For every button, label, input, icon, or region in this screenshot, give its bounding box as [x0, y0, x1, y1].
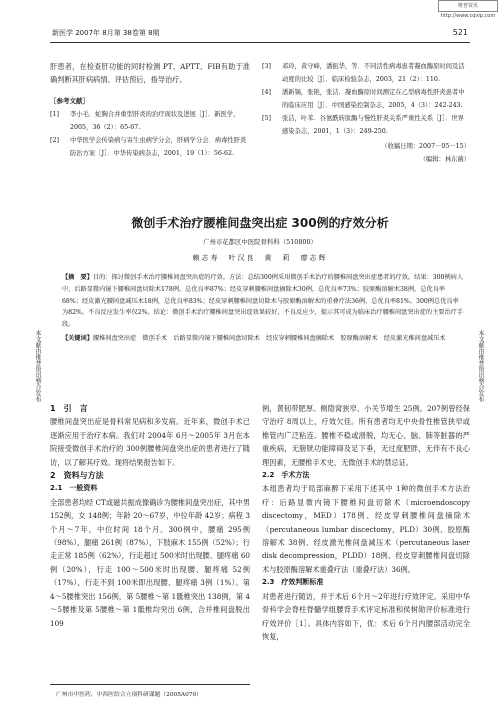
paragraph: 本组患者均于局部麻醉下采用下述其中 1种的微创手术方法治疗：后路显微内镜下腰椎间盘切除术（microendoscopy discectomy，MED）178例、经皮穿刺腰椎间盘摘除术（percutaneous lumbar discectomy，PLD）30例、胶原酶溶解术 38例、经皮激光椎间盘减压术（percutaneous laser disk decompression，PLDD）18例、经皮穿刺腰椎间盘切除术与胶原酶溶解术重叠疗法（重叠疗法）36例。 [262, 484, 470, 574]
abstract-label: 【摘 要】 [62, 274, 93, 281]
abstract-text: 目的：探讨微创手术治疗腰椎间盘突出症的疗效。方法：总结300例采用微创手术治疗的腰椎间盘突出症患者的疗效。结果：300例病人中，后路显微内镜下腰椎间盘切除术178例，总优良率87%；经皮穿刺腰椎间盘摘除术30例，总优良率73%；胶原酶溶解术38例，总优良率68%；经皮激光腰间盘减压术18例，总优良率83%；经皮穿刺腰椎间盘切除术与胶原酶溶解术的重叠疗法36例，总优良率81%。300例总优良率为82%，不良反应发生率仅2%。结论：微创手术治疗腰椎间盘突出症效果较好，不良反应少，提示其可成为临床治疗腰椎间盘突出症的主要治疗手段。 [62, 274, 464, 329]
body-left-column [50, 402, 250, 630]
subsection-heading: 2.1 一般资料 [50, 484, 98, 493]
previous-article-text: 肝患者，在检查肝功能的同时检测 PT、APTT、FIB有助于准确判断其肝病病情、评估预后，指导治疗。 [50, 62, 250, 85]
reference-item: [5] 张洁，叶苯．谷氨酰转肽酶与慢性肝炎关系严重性关系［J］．世界感染杂志，2001，1（3）：249-250. [262, 115, 464, 135]
reference-item: [2] 中华医学会传染病与寄生虫病学分会，肝病学分会．病毒性肝炎防治方案［J］．中华传染病杂志，2001，19（1）：56-62. [50, 137, 247, 158]
section-heading: 2 资料与方法 [50, 471, 104, 481]
top-right-references [262, 60, 470, 166]
references-left [50, 108, 250, 160]
received-date: （收稿日期：2007－05－15） [381, 143, 470, 150]
side-stamp-right: 本文献由维普资讯整合发布 [477, 330, 484, 402]
references-label: ［参考文献］ [50, 96, 89, 105]
page-number: 521 [452, 28, 468, 37]
keywords-text: 腰椎间盘突出症 微创手术 后路显微内镜下腰椎间盘切除术 经皮穿刺腰椎间盘摘除术 胶原酶溶解术 经皮激光椎间盘减压术 [92, 334, 446, 342]
keywords-label: 【关键词】 [62, 334, 93, 342]
affiliation: 广州市花都区中医院骨科科（510800） [203, 238, 317, 246]
article-title: 微创手术治疗腰椎间盘突出症 300例的疗效分析 [131, 216, 389, 230]
paragraph: 例，黄韧带肥厚、侧隐窝狭窄、小关节增生 25例。207例曾经保守治疗 8周以上，疗效欠佳。所有患者均无中央骨性椎管狭窄或椎管内广泛粘连、腰椎不稳或滑脱，均无心、脑、肺等脏器的严重疾病，无膀胱功能障碍及足下垂，无过度肥胖，无伴有不良心理因素，无腰椎手术史，无微创手术的禁忌证。 [262, 404, 470, 467]
reference-item: [3] 邓玲，黄守峰，潘振华，等．不同活性病毒患者凝血酶原时间及活动度的比较［J］．临床检验杂志，2003，21（2）：110. [262, 63, 465, 83]
subsection-heading: 2.3 疗效判断标准 [262, 578, 324, 587]
running-header [50, 21, 470, 43]
editor-note: （编辑：林东薇） [419, 156, 470, 163]
paragraph: 腰椎间盘突出症是骨科常见病和多发病。近年来，微创手术已逐渐应用于治疗本病。我们对 2004年 6月～2005年 3月在本院接受微创手术治疗的 300例腰椎间盘突出症的患者进行了随访，以了解其疗效。现将结果报告如下。 [50, 417, 250, 467]
reference-item: [1] 李小毛．蛇胸合并重型肝炎的治疗现状及进展［J］．新医学，2005，36（2）：65-67. [50, 111, 240, 132]
paragraph: 对患者进行随访，并于术后 6个月～2年进行疗效评定。采用中华骨科学会脊柱脊髓学组腰背手术评定标准和侯树勋评价标准进行疗效评价［1］。具体内容如下，优：术后 6个月内腰部活动完全恢复， [262, 591, 470, 641]
journal-issue: 新医学 2007年 8月第 38卷第 8期 [52, 29, 160, 37]
authors: 赖志寿 叶汉良 黄 莉 廖志辉 [192, 254, 328, 262]
subsection-heading: 2.2 手术方法 [262, 471, 310, 480]
paragraph: 全部患者均经 CT或磁共振成像确诊为腰椎间盘突出症，其中男 152例，女 148例；年龄 20～67岁，中位年龄 42岁；病程 3个月～7年，中位时间 18个月。300例中，腰痛 295例（98%），腿痛 261例（87%），下肢麻木 155例（52%）；行走正常 185例（62%），行走超过 500米时出现腰、腿疼痛 60例（20%），行走 100～500米时出现腰、腿疼痛 52例（17%），行走不到 100米即出现腰、腿疼痛 3例（1%）。第 4～5腰椎突出 156例，第 5腰椎～第 1骶椎突出 138例，第 4～5腰椎及第 5腰椎～第 1骶椎均突出 6例，合并椎间盘脱出 109 [50, 497, 250, 628]
body-right-column [262, 402, 470, 643]
funding-footnote: 广州市中医药、中西医结合立项科研课题（2005A070） [50, 684, 250, 698]
abstract-block [62, 272, 464, 345]
section-heading: 1 引 言 [50, 404, 88, 413]
side-stamp-left: 本文献由维普资讯整合发布 [34, 330, 41, 402]
watermark: 维普资讯 http://www.cqvip.com [438, 0, 498, 12]
reference-item: [4] 潘新锡，张艳，张洁．凝血酶原时间测定在乙型病毒性肝炎患者中的临床应用［J］．中国感染控制杂志，2005，4（3）：242-243. [262, 89, 465, 109]
top-left-column [50, 60, 250, 160]
